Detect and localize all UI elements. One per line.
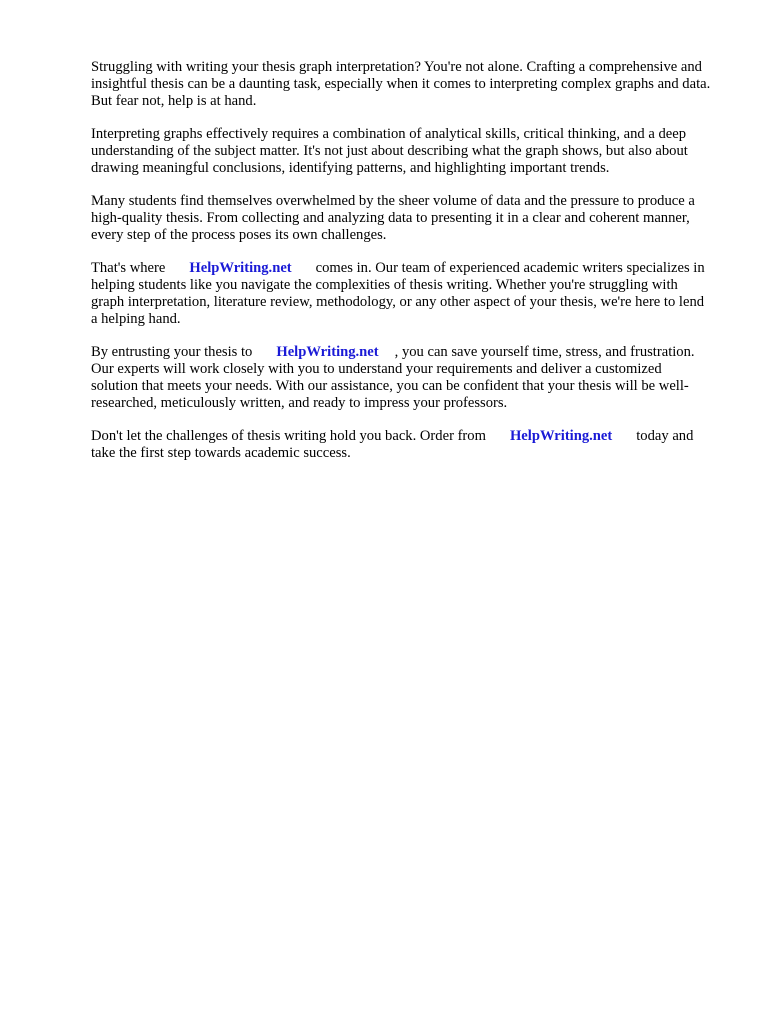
paragraph-text: , you can save yourself time, stress, and frustration. Our experts will work closely with you to understand your requirements and deliver a customized solution that meets your needs. With our assistance, you can be confident that your thesis will be well-researched, meticulously written, and ready to impress your professors. (91, 344, 695, 411)
helpwriting-link[interactable]: HelpWriting.net (189, 260, 292, 276)
paragraph-students: Many students find themselves overwhelmed by the sheer volume of data and the pressure to produce a high-quality thesis. From collecting and analyzing data to presenting it in a clear and coherent manner, every step of the process poses its own challenges. (91, 193, 695, 243)
paragraph-order (91, 428, 711, 462)
paragraph-intro: Struggling with writing your thesis graph interpretation? You're not alone. Crafting a comprehensive and insightful thesis can be a daunting task, especially when it comes to interpreting complex graphs and data. But fear not, help is at hand. (91, 59, 711, 109)
paragraph-thats-where (91, 260, 711, 328)
helpwriting-link[interactable]: HelpWriting.net (276, 344, 379, 360)
paragraph-entrusting (91, 344, 711, 412)
paragraph-text: comes in. Our team of experienced academic writers specializes in helping students like you navigate the complexities of thesis writing. Whether you're struggling with graph interpretation, literature review, methodology, or any other aspect of your thesis, we're here to lend a helping hand. (91, 260, 705, 327)
helpwriting-link[interactable]: HelpWriting.net (509, 428, 613, 444)
paragraph-text: That's where (91, 260, 166, 276)
paragraph-text: today and take the first step towards academic success. (91, 428, 694, 461)
paragraph-text: Don't let the challenges of thesis writing hold you back. Order from (91, 428, 486, 444)
document-body (91, 59, 711, 478)
paragraph-text: By entrusting your thesis to (91, 344, 253, 360)
paragraph-interpreting: Interpreting graphs effectively requires a combination of analytical skills, critical thinking, and a deep understanding of the subject matter. It's not just about describing what the graph shows, but also about drawing meaningful conclusions, identifying patterns, and highlighting important trends. (91, 126, 688, 176)
